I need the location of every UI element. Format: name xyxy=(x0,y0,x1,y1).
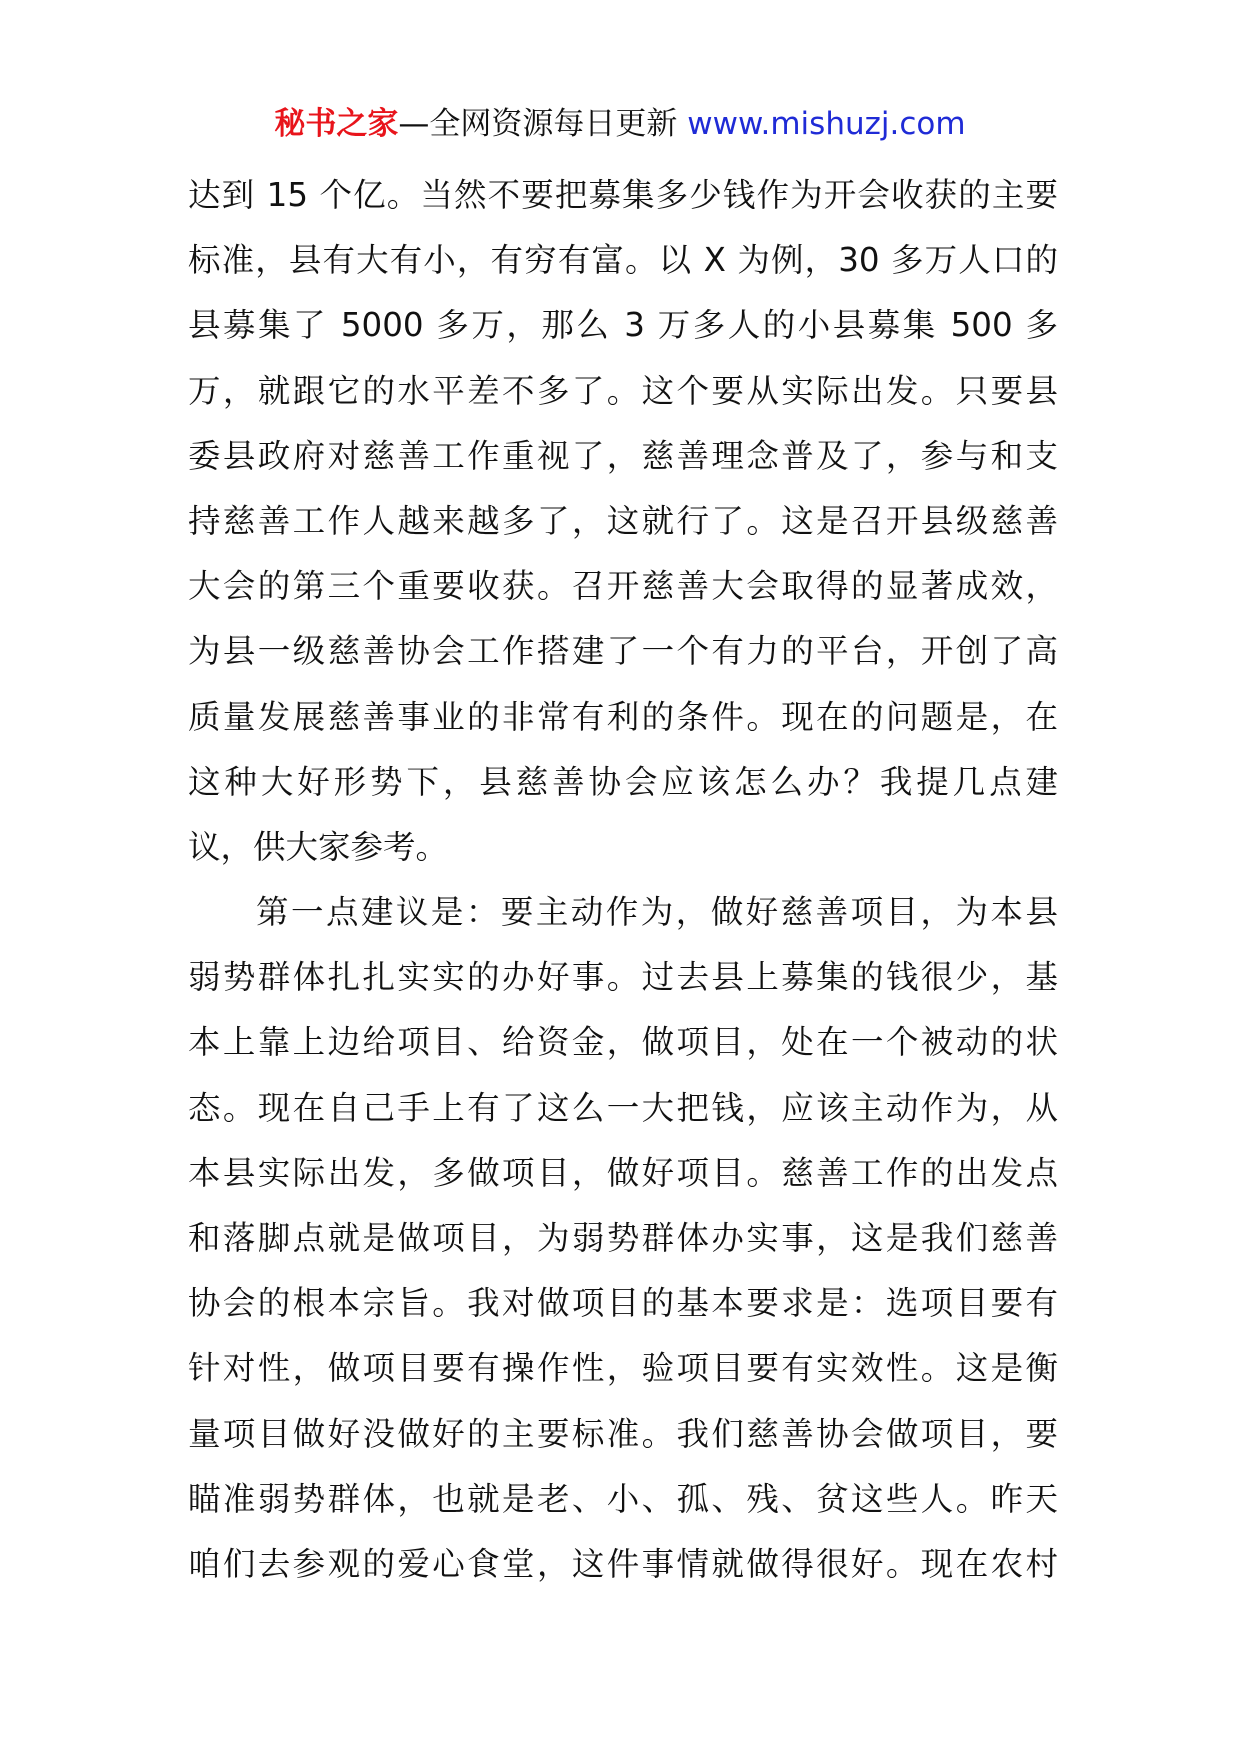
text-line: 达到 15 个亿。当然不要把募集多少钱作为开会收获的主要 xyxy=(188,176,1058,214)
text-line: 针对性，做项目要有操作性，验项目要有实效性。这是衡 xyxy=(188,1349,1058,1388)
text-line: 万，就跟它的水平差不多了。这个要从实际出发。只要县 xyxy=(188,371,1058,410)
text-line: 量项目做好没做好的主要标准。我们慈善协会做项目，要 xyxy=(188,1414,1058,1453)
text-line: 为县一级慈善协会工作搭建了一个有力的平台，开创了高 xyxy=(188,632,1058,671)
site-tagline: —全网资源每日更新 xyxy=(398,106,688,142)
text-line: 态。现在自己手上有了这么一大把钱，应该主动作为，从 xyxy=(188,1088,1058,1127)
text-line: 咱们去参观的爱心食堂，这件事情就做得很好。现在农村 xyxy=(188,1544,1058,1583)
site-url-link[interactable]: www.mishuzj.com xyxy=(687,106,966,142)
text-line: 大会的第三个重要收获。召开慈善大会取得的显著成效， xyxy=(188,567,1058,606)
text-line: 质量发展慈善事业的非常有利的条件。现在的问题是，在 xyxy=(188,697,1058,736)
text-line: 这种大好形势下，县慈善协会应该怎么办？我提几点建 xyxy=(188,762,1058,801)
text-line: 瞄准弱势群体，也就是老、小、孤、残、贫这些人。昨天 xyxy=(188,1479,1058,1518)
text-line: 和落脚点就是做项目，为弱势群体办实事，这是我们慈善 xyxy=(188,1219,1058,1257)
text-line: 标准，县有大有小，有穷有富。以 X 为例，30 多万人口的 xyxy=(188,241,1058,280)
text-line: 协会的根本宗旨。我对做项目的基本要求是：选项目要有 xyxy=(188,1284,1058,1323)
text-line: 弱势群体扎扎实实的办好事。过去县上募集的钱很少，基 xyxy=(188,958,1058,997)
site-header xyxy=(0,100,1240,148)
text-line: 持慈善工作人越来越多了，这就行了。这是召开县级慈善 xyxy=(188,501,1058,540)
text-line: 县募集了 5000 多万，那么 3 万多人的小县募集 500 多 xyxy=(188,306,1058,345)
text-line: 本县实际出发，多做项目，做好项目。慈善工作的出发点 xyxy=(188,1153,1058,1192)
text-line: 委县政府对慈善工作重视了，慈善理念普及了，参与和支 xyxy=(188,436,1058,475)
paragraph-start-line: 第一点建议是：要主动作为，做好慈善项目，为本县 xyxy=(256,893,1058,932)
paragraph-end-line: 议，供大家参考。 xyxy=(188,827,449,866)
document-body xyxy=(188,163,1058,1597)
text-line: 本上靠上边给项目、给资金，做项目，处在一个被动的状 xyxy=(188,1023,1058,1062)
site-brand: 秘书之家 xyxy=(274,106,399,142)
